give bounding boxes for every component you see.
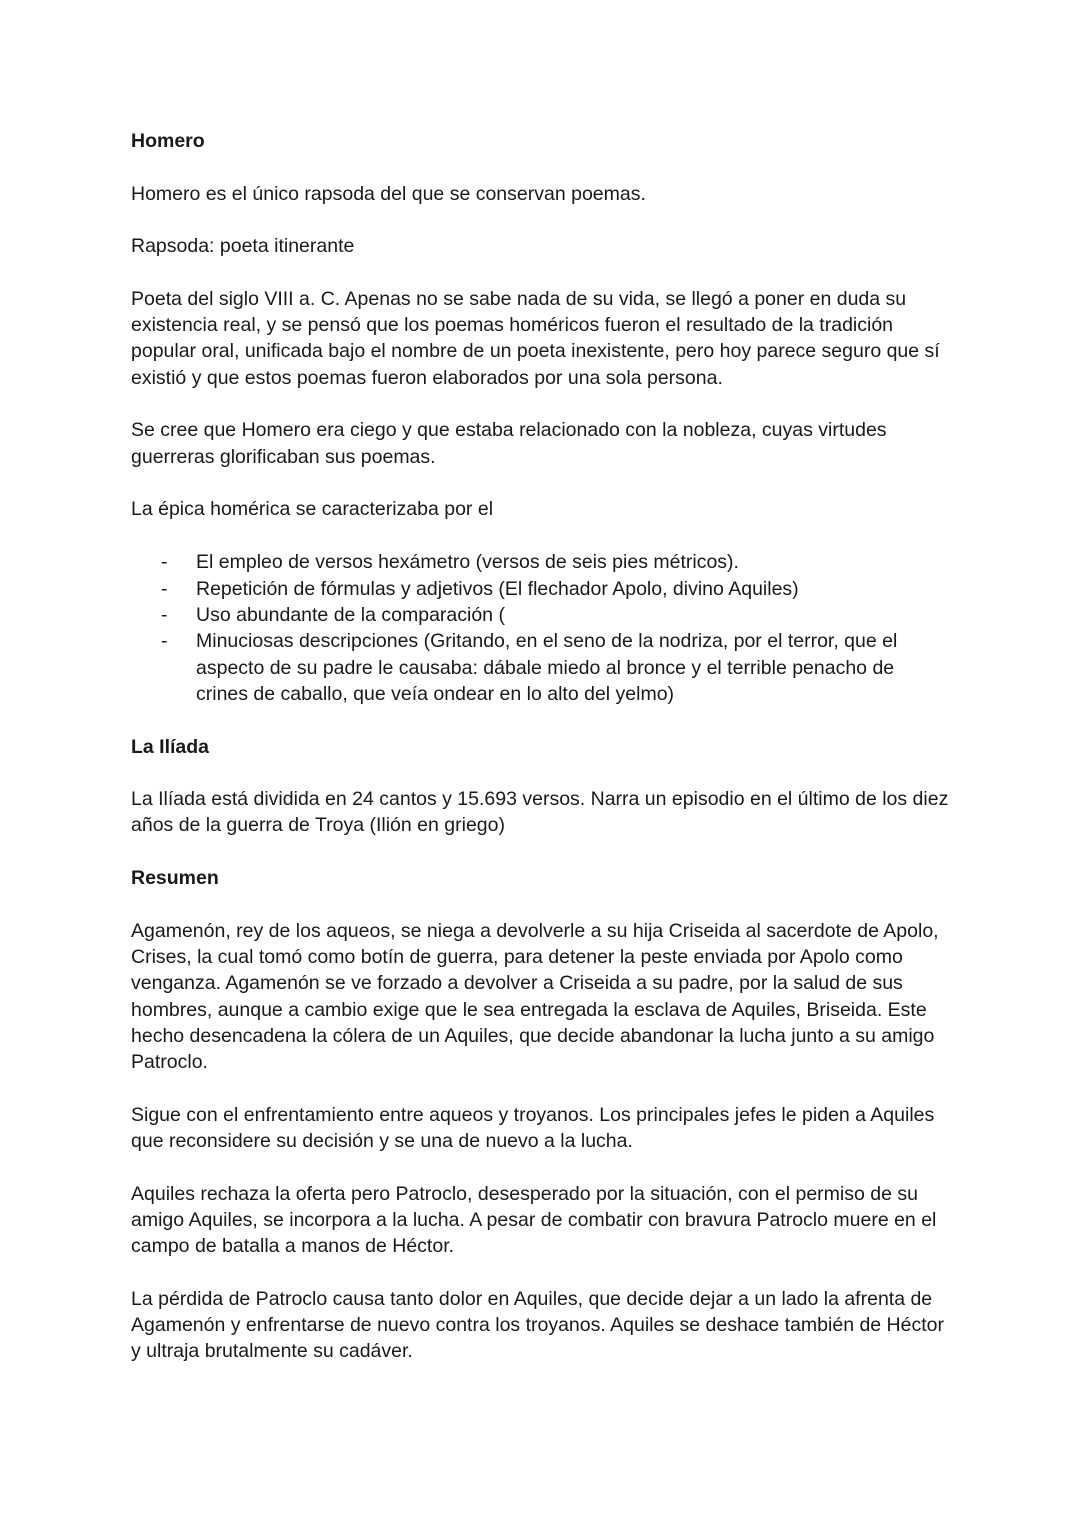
bullet-dash: - [161,551,168,574]
list-item [131,628,951,707]
document-page [131,128,951,1391]
list-item [131,602,951,628]
paragraph-homero-intro: Homero es el único rapsoda del que se conservan poemas. [131,182,646,205]
bullet-dash: - [161,604,168,627]
epica-characteristics-list [131,549,951,707]
bullet-dash: - [161,630,168,653]
paragraph-rapsoda-definition: Rapsoda: poeta itinerante [131,235,355,258]
paragraph-resumen-2: Sigue con el enfrentamiento entre aqueos y troyanos. Los principales jefes le piden a Aquiles que reconsidere su decisión y se una de nuevo a la lucha. [131,1103,935,1152]
list-item-text: Uso abundante de la comparación ( [196,604,505,627]
heading-iliada: La Ilíada [131,735,210,758]
paragraph-epica-intro: La épica homérica se caracterizaba por el [131,498,494,521]
list-item-text: Repetición de fórmulas y adjetivos (El flechador Apolo, divino Aquiles) [196,577,799,600]
heading-homero: Homero [131,130,205,152]
heading-resumen: Resumen [131,867,219,890]
list-item [131,549,951,575]
list-item-text: Minuciosas descripciones (Gritando, en el seno de la nodriza, por el terror, que el aspecto de su padre le causaba: dábale miedo al bronce y el terrible penacho de crines de caballo, que veía ondear en lo alto del yelmo) [196,630,898,705]
paragraph-iliada-intro: La Ilíada está dividida en 24 cantos y 15.693 versos. Narra un episodio en el último de los diez años de la guerra de Troya (Ilión en griego) [131,788,949,837]
list-item-text: El empleo de versos hexámetro (versos de seis pies métricos). [196,551,739,574]
bullet-dash: - [161,577,168,600]
paragraph-homero-blind: Se cree que Homero era ciego y que estaba relacionado con la nobleza, cuyas virtudes guerreras glorificaban sus poemas. [131,419,887,468]
paragraph-resumen-3: Aquiles rechaza la oferta pero Patroclo, desesperado por la situación, con el permiso de su amigo Aquiles, se incorpora a la lucha. A pesar de combatir con bravura Patroclo muere en el campo de batalla a manos de Héctor. [131,1182,937,1258]
paragraph-homero-life: Poeta del siglo VIII a. C. Apenas no se sabe nada de su vida, se llegó a poner en duda su existencia real, y se pensó que los poemas homéricos fueron el resultado de la tradición popular oral, unificada bajo el nombre de un poeta inexistente, pero hoy parece seguro que sí existió y que estos poemas fueron elaborados por una sola persona. [131,287,940,389]
list-item [131,576,951,602]
paragraph-resumen-1: Agamenón, rey de los aqueos, se niega a devolverle a su hija Criseida al sacerdote de Apolo, Crises, la cual tomó como botín de guerra, para detener la peste enviada por Apolo como venganza. Agamenón se ve forzado a devolver a Criseida a su padre, por la salud de sus hombres, aunque a cambio exige que le sea entregada la esclava de Aquiles, Briseida. Este hecho desencadena la cólera de un Aquiles, que decide abandonar la lucha junto a su amigo Patroclo. [131,919,939,1074]
paragraph-resumen-4: La pérdida de Patroclo causa tanto dolor en Aquiles, que decide dejar a un lado la afrenta de Agamenón y enfrentarse de nuevo contra los troyanos. Aquiles se deshace también de Héctor y ultraja brutalmente su cadáver. [131,1287,944,1363]
